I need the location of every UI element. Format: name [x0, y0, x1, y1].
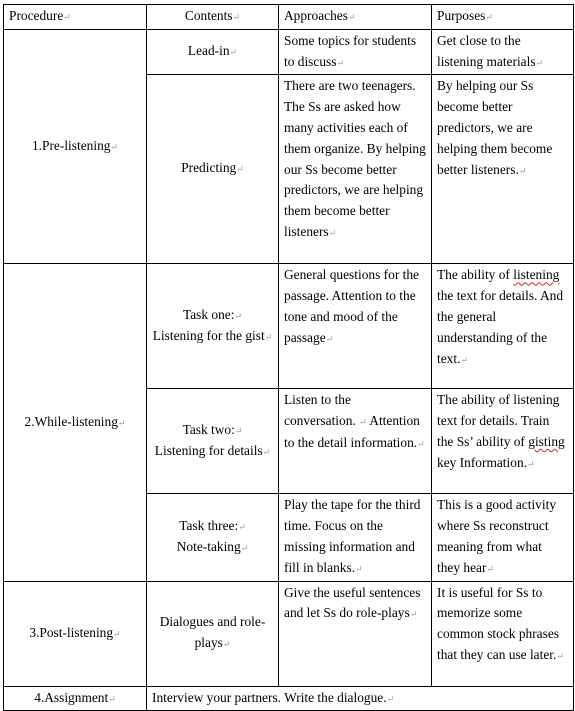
header-row — [4, 5, 574, 30]
purposes-post-listening: It is useful for Ss to memorize some common stock phrases that they can use later.↵ — [432, 581, 574, 686]
row-task-one — [4, 264, 574, 389]
spellcheck-word: listening — [513, 267, 560, 283]
spellcheck-word: gisting — [528, 433, 565, 449]
purposes-task-two: The ability of listening text for details. Train the Ss’ ability of gisting key Information.↵ — [432, 389, 574, 494]
procedure-pre-listening: 1.Pre-listening↵ — [4, 29, 147, 264]
approaches-task-two: Listen to the conversation. ↵ Attention to the detail information.↵ — [279, 389, 432, 494]
purposes-task-three: This is a good activity where Ss reconstruct meaning from what they hear↵ — [432, 494, 574, 581]
contents-predicting: Predicting↵ — [147, 75, 279, 264]
header-purposes: Purposes↵ — [432, 5, 574, 30]
approaches-post-listening: Give the useful sentences and let Ss do role-plays↵ — [279, 581, 432, 686]
approaches-lead-in: Some topics for students to discuss↵ — [279, 29, 432, 75]
row-assignment — [4, 686, 574, 711]
purposes-lead-in: Get close to the listening materials↵ — [432, 29, 574, 75]
header-procedure: Procedure↵ — [4, 5, 147, 30]
procedure-while-listening: 2.While-listening↵ — [4, 264, 147, 581]
approaches-task-one: General questions for the passage. Attention to the tone and mood of the passage↵ — [279, 264, 432, 389]
procedure-assignment: 4.Assignment↵ — [4, 686, 147, 711]
purposes-task-one: The ability of listening the text for details. And the general understanding of the text.↵ — [432, 264, 574, 389]
purposes-predicting: By helping our Ss become better predictors, we are helping them become better listeners.↵ — [432, 75, 574, 264]
row-lead-in — [4, 29, 574, 75]
contents-task-two: Task two:↵ Listening for details↵ — [147, 389, 279, 494]
contents-task-three: Task three:↵ Note-taking↵ — [147, 494, 279, 581]
lesson-plan-table — [3, 4, 574, 711]
approaches-predicting: There are two teenagers. The Ss are asked how many activities each of them organize. By helping our Ss become better predictors, we are helping them become better listeners↵ — [279, 75, 432, 264]
contents-post-listening: Dialogues and role-plays↵ — [147, 581, 279, 686]
header-approaches: Approaches↵ — [279, 5, 432, 30]
header-contents: Contents↵ — [147, 5, 279, 30]
procedure-post-listening: 3.Post-listening↵ — [4, 581, 147, 686]
contents-task-one: Task one:↵ Listening for the gist↵ — [147, 264, 279, 389]
approaches-task-three: Play the tape for the third time. Focus on the missing information and fill in blanks.↵ — [279, 494, 432, 581]
assignment-text: Interview your partners. Write the dialogue.↵ — [147, 686, 574, 711]
row-post-listening — [4, 581, 574, 686]
contents-lead-in: Lead-in↵ — [147, 29, 279, 75]
